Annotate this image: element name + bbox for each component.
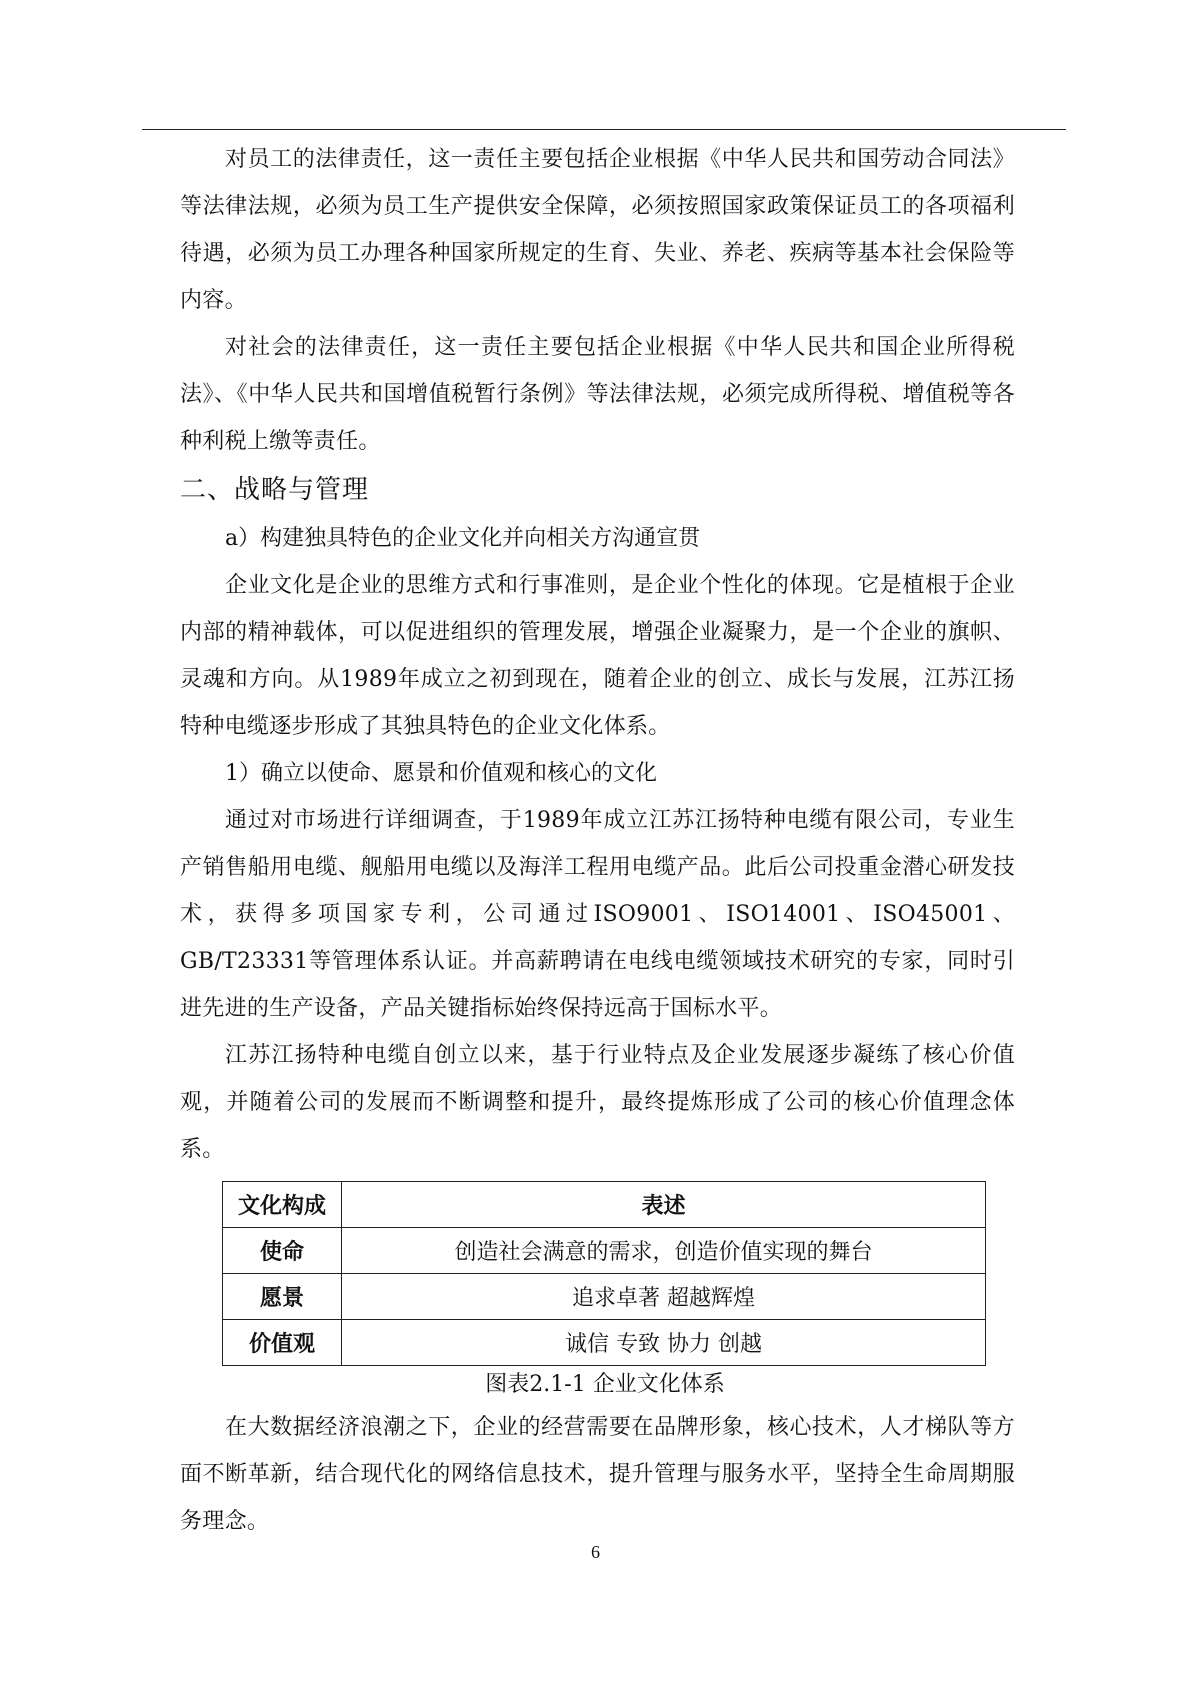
table-cell-label: 价值观 bbox=[223, 1320, 342, 1366]
table-cell-value: 创造社会满意的需求，创造价值实现的舞台 bbox=[342, 1228, 986, 1274]
table-cell-value: 追求卓著 超越辉煌 bbox=[342, 1274, 986, 1320]
paragraph-social-responsibility: 对社会的法律责任，这一责任主要包括企业根据《中华人民共和国企业所得税法》、《中华人民共和国增值税暂行条例》等法律法规，必须完成所得税、增值税等各种利税上缴等责任。 bbox=[180, 335, 1015, 454]
table-cell-label: 使命 bbox=[223, 1228, 342, 1274]
table-row bbox=[223, 1274, 986, 1320]
table-cell-label: 愿景 bbox=[223, 1274, 342, 1320]
table-cell-value: 诚信 专致 协力 创越 bbox=[342, 1320, 986, 1366]
paragraph-bigdata: 在大数据经济浪潮之下，企业的经营需要在品牌形象，核心技术，人才梯队等方面不断革新，结合现代化的网络信息技术，提升管理与服务水平，坚持全生命周期服务理念。 bbox=[180, 1415, 1015, 1534]
paragraph-culture: 企业文化是企业的思维方式和行事准则，是企业个性化的体现。它是植根于企业内部的精神载体，可以促进组织的管理发展，增强企业凝聚力，是一个企业的旗帜、灵魂和方向。从1989年成立之初到现在，随着企业的创立、成长与发展，江苏江扬特种电缆逐步形成了其独具特色的企业文化体系。 bbox=[180, 573, 1015, 739]
table-header-cell: 表述 bbox=[342, 1182, 986, 1228]
page-number: 6 bbox=[591, 1542, 600, 1562]
paragraph-market: 通过对市场进行详细调查，于1989年成立江苏江扬特种电缆有限公司，专业生产销售船用电缆、舰船用电缆以及海洋工程用电缆产品。此后公司投重金潜心研发技术，获得多项国家专利，公司通过ISO9001、ISO14001、ISO45001、GB/T23331等管理体系认证。并高薪聘请在电线电缆领域技术研究的专家，同时引进先进的生产设备，产品关键指标始终保持远高于国标水平。 bbox=[180, 808, 1015, 1021]
table-header-row bbox=[223, 1182, 986, 1228]
table-caption: 图表2.1-1 企业文化体系 bbox=[485, 1372, 725, 1397]
paragraph-values: 江苏江扬特种电缆自创立以来，基于行业特点及企业发展逐步凝练了核心价值观，并随着公司的发展而不断调整和提升，最终提炼形成了公司的核心价值理念体系。 bbox=[180, 1043, 1015, 1162]
section-heading: 二、战略与管理 bbox=[180, 475, 370, 505]
subheading-mission-vision: 1）确立以使命、愿景和价值观和核心的文化 bbox=[225, 761, 657, 786]
culture-table bbox=[222, 1181, 986, 1366]
paragraph-employee-responsibility: 对员工的法律责任，这一责任主要包括企业根据《中华人民共和国劳动合同法》等法律法规，必须为员工生产提供安全保障，必须按照国家政策保证员工的各项福利待遇，必须为员工办理各种国家所规定的生育、失业、养老、疾病等基本社会保险等内容。 bbox=[180, 147, 1015, 313]
page-content bbox=[180, 136, 1015, 1545]
table-row bbox=[223, 1228, 986, 1274]
table-header-cell: 文化构成 bbox=[223, 1182, 342, 1228]
subheading-culture: a）构建独具特色的企业文化并向相关方沟通宣贯 bbox=[225, 526, 701, 551]
header-rule bbox=[142, 129, 1066, 130]
culture-table-wrapper bbox=[222, 1181, 986, 1366]
table-row bbox=[223, 1320, 986, 1366]
